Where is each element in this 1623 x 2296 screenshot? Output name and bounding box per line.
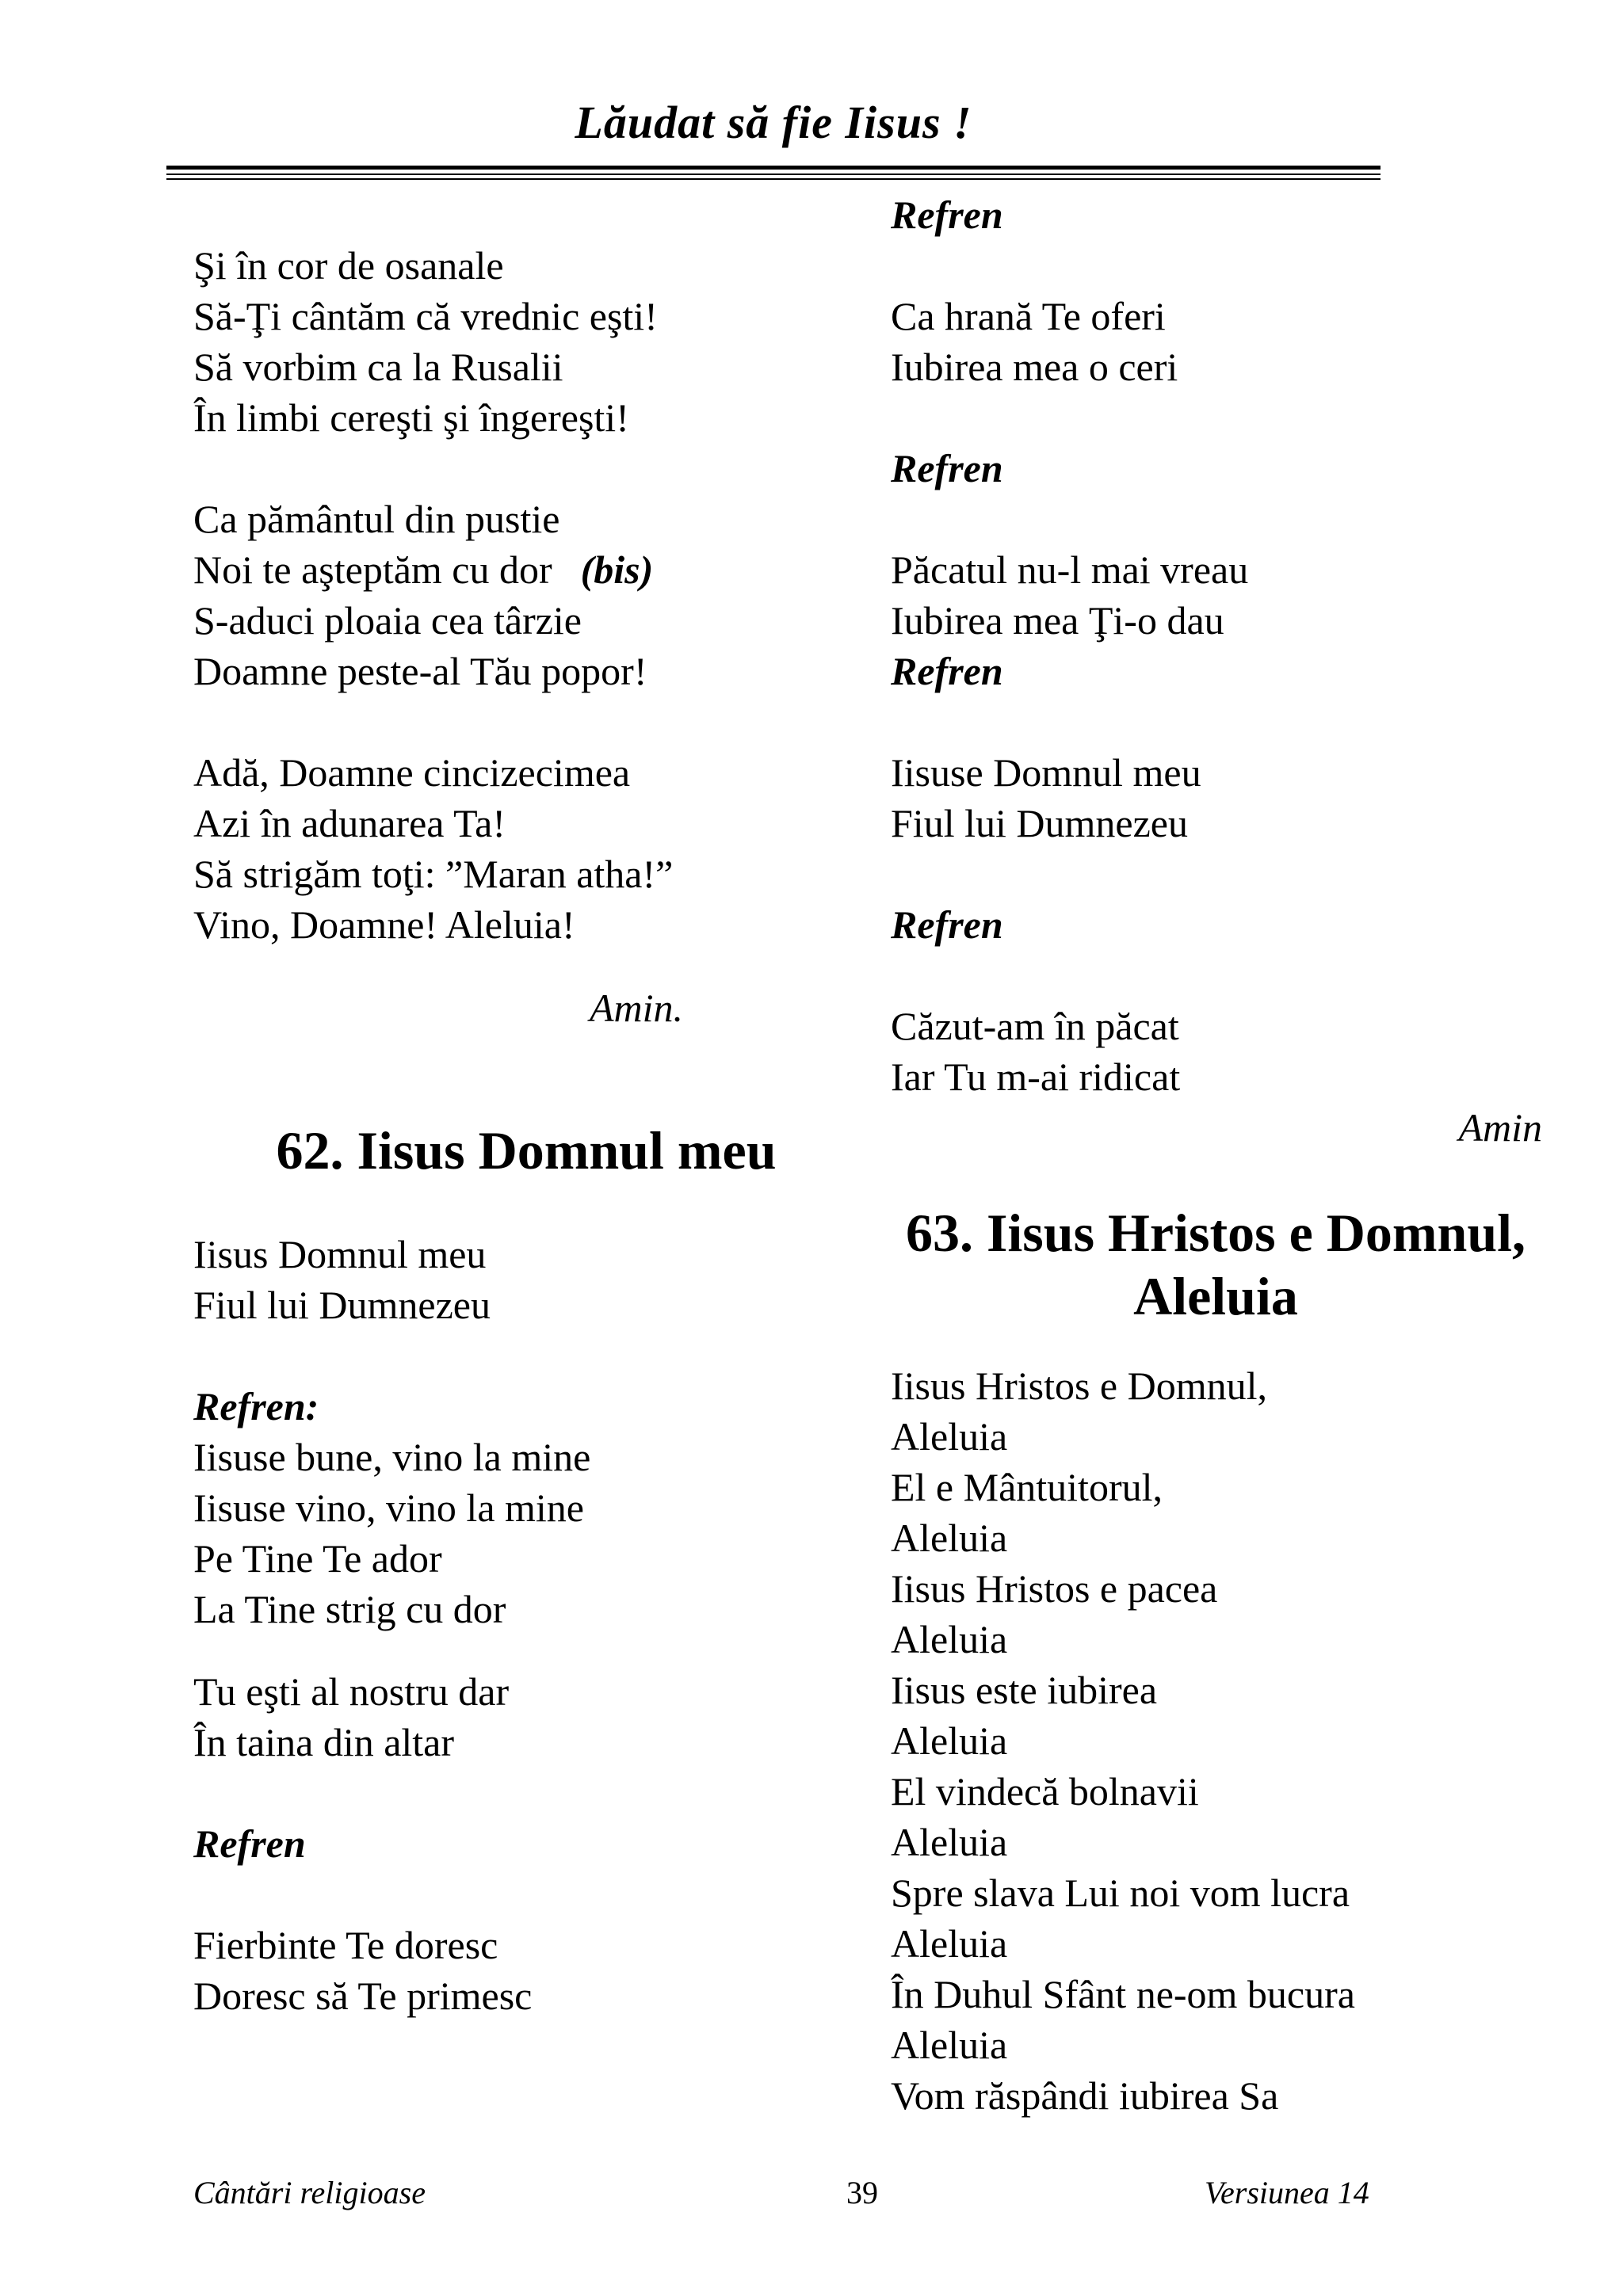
verse-line: Aleluia xyxy=(891,1516,1008,1560)
verse-line: El e Mântuitorul, xyxy=(891,1465,1163,1509)
verse-line: Iubirea mea Ţi-o dau xyxy=(891,598,1224,643)
amin-closing: Amin xyxy=(1458,1105,1542,1150)
refren-line: Iisuse vino, vino la mine xyxy=(193,1486,584,1530)
verse-line: În limbi cereşti şi îngereşti! xyxy=(193,395,629,440)
verse-line: În taina din altar xyxy=(193,1720,455,1764)
refren-label: Refren xyxy=(891,446,1003,490)
verse-line: În Duhul Sfânt ne-om bucura xyxy=(891,1972,1355,2016)
refren-line: Pe Tine Te ador xyxy=(193,1536,442,1581)
header-rule-thin-1 xyxy=(166,174,1381,175)
refren-label: Refren xyxy=(193,1821,306,1866)
verse-line: Adă, Doamne cincizecimea xyxy=(193,750,631,795)
footer-version: Versiunea 14 xyxy=(1205,2175,1369,2210)
verse-line: Iubirea mea o ceri xyxy=(891,345,1178,389)
verse-line: Tu eşti al nostru dar xyxy=(193,1669,510,1714)
refren-label: Refren xyxy=(891,193,1003,237)
refren-label: Refren: xyxy=(193,1384,319,1428)
refren-line: Iisuse bune, vino la mine xyxy=(193,1435,591,1479)
verse-line: Aleluia xyxy=(891,1718,1008,1763)
verse-line xyxy=(193,544,653,595)
verse-line: Doresc să Te primesc xyxy=(193,1974,533,2018)
verse-line: Iisus Hristos e Domnul, xyxy=(891,1363,1267,1408)
song-title-62: 62. Iisus Domnul meu xyxy=(276,1120,777,1180)
refren-label: Refren xyxy=(891,649,1003,693)
verse-line: Spre slava Lui noi vom lucra xyxy=(891,1871,1350,1915)
verse-line: Aleluia xyxy=(891,1414,1008,1459)
verse-line: Azi în adunarea Ta! xyxy=(193,801,506,845)
header-rule-thick xyxy=(166,166,1381,170)
refren-label: Refren xyxy=(891,902,1003,947)
verse-line: Doamne peste-al Tău popor! xyxy=(193,649,647,693)
verse-line: Căzut-am în păcat xyxy=(891,1004,1179,1048)
verse-line: S-aduci ploaia cea târzie xyxy=(193,598,582,643)
header-rule-thin-2 xyxy=(166,178,1381,180)
verse-line: Vino, Doamne! Aleluia! xyxy=(193,902,575,947)
verse-line: Iisus este iubirea xyxy=(891,1668,1158,1712)
verse-line: Fiul lui Dumnezeu xyxy=(891,801,1188,845)
verse-line-text: Noi te aşteptăm cu dor xyxy=(193,547,552,592)
page-header-title: Lăudat să fie Iisus ! xyxy=(575,97,972,148)
verse-line: Aleluia xyxy=(891,2023,1008,2067)
verse-line: Să strigăm toţi: ”Maran atha!” xyxy=(193,852,674,896)
verse-line: Vom răspândi iubirea Sa xyxy=(891,2073,1279,2118)
verse-line: Fierbinte Te doresc xyxy=(193,1923,498,1967)
verse-line: Să-Ţi cântăm că vrednic eşti! xyxy=(193,294,658,338)
verse-line: Aleluia xyxy=(891,1617,1008,1661)
verse-line: Să vorbim ca la Rusalii xyxy=(193,345,563,389)
verse-line: Iisuse Domnul meu xyxy=(891,750,1201,795)
footer-book-title: Cântări religioase xyxy=(193,2175,426,2210)
song-title-63-line1: 63. Iisus Hristos e Domnul, xyxy=(905,1203,1526,1263)
song-title-63-line2: Aleluia xyxy=(1133,1266,1298,1326)
bis-marker: (bis) xyxy=(580,547,654,592)
footer-page-number: 39 xyxy=(846,2175,878,2210)
verse-line: Şi în cor de osanale xyxy=(193,243,504,288)
verse-line: Iar Tu m-ai ridicat xyxy=(891,1055,1181,1099)
verse-line: Iisus Domnul meu xyxy=(193,1232,487,1276)
verse-line: Păcatul nu-l mai vreau xyxy=(891,547,1249,592)
verse-line: Aleluia xyxy=(891,1921,1008,1966)
verse-line: Ca pământul din pustie xyxy=(193,497,560,541)
verse-line: Aleluia xyxy=(891,1820,1008,1864)
verse-line: Iisus Hristos e pacea xyxy=(891,1566,1218,1611)
verse-line: Ca hrană Te oferi xyxy=(891,294,1166,338)
verse-line: Fiul lui Dumnezeu xyxy=(193,1283,491,1327)
verse-line: El vindecă bolnavii xyxy=(891,1769,1199,1814)
amin-closing: Amin. xyxy=(590,986,684,1030)
refren-line: La Tine strig cu dor xyxy=(193,1587,506,1631)
